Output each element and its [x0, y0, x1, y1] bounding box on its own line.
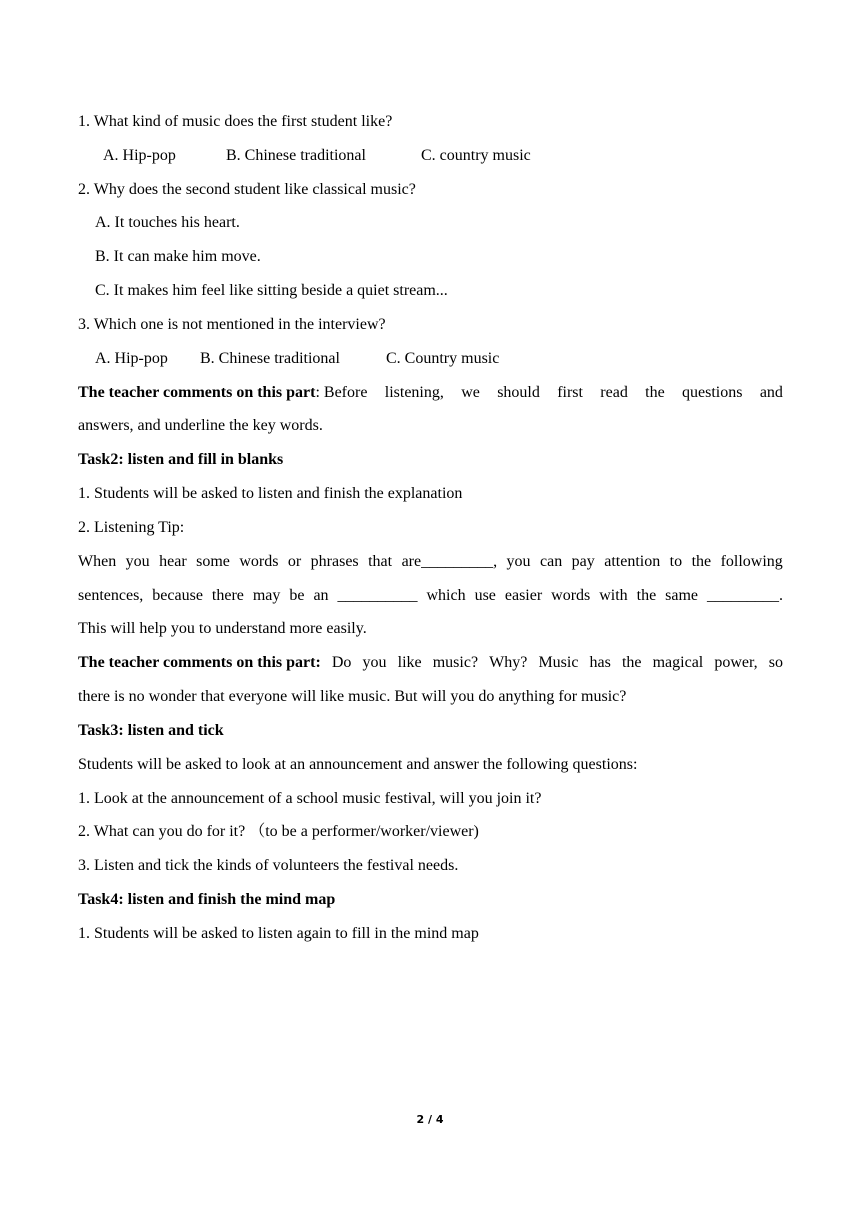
tip-word: pay	[571, 553, 595, 570]
comment-word: music?	[432, 654, 479, 671]
comment-word: Why?	[489, 654, 528, 671]
comment-word: Music	[538, 654, 579, 671]
question-1-option-b: B. Chinese traditional	[226, 147, 366, 164]
tip-word: because	[152, 587, 203, 604]
listening-tip-line-3: This will help you to understand more easily.	[78, 620, 367, 637]
question-2: 2. Why does the second student like classical music?	[78, 181, 416, 198]
comment-word: listening,	[384, 384, 444, 401]
comment-word: first	[557, 384, 583, 401]
question-3-option-a: A. Hip-pop	[95, 350, 168, 367]
comment-word: power,	[714, 654, 758, 671]
teacher-comment-2-line-1	[78, 653, 783, 673]
question-2-option-a: A. It touches his heart.	[95, 214, 240, 231]
comment-word: Do	[331, 654, 352, 671]
tip-word: there	[211, 587, 244, 604]
question-2-option-c: C. It makes him feel like sitting beside a quiet stream...	[95, 282, 448, 299]
listening-tip-line-2	[78, 586, 783, 606]
tip-word: that	[368, 553, 393, 570]
comment-word: the	[645, 384, 665, 401]
tip-word: following	[720, 553, 783, 570]
question-2-option-b: B. It can make him move.	[95, 248, 261, 265]
tip-word: words	[239, 553, 279, 570]
tip-word: words	[551, 587, 591, 604]
teacher-comment-1-line-2: answers, and underline the key words.	[78, 417, 323, 434]
tip-word: be	[289, 587, 305, 604]
comment-word: and	[759, 384, 783, 401]
teacher-comment-1-line-1	[78, 383, 783, 403]
comment-word: : Before	[315, 384, 368, 401]
task4-heading: Task4: listen and finish the mind map	[78, 891, 336, 908]
task3-intro: Students will be asked to look at an announcement and answer the following questions:	[78, 756, 638, 773]
tip-word: When	[78, 553, 117, 570]
tip-word: to	[669, 553, 683, 570]
teacher-comment-2-line-2: there is no wonder that everyone will like music. But will you do anything for music?	[78, 688, 627, 705]
comment-word: has	[589, 654, 611, 671]
tip-word: you	[506, 553, 531, 570]
tip-word: attention	[604, 553, 661, 570]
tip-word: can	[540, 553, 563, 570]
task2-heading: Task2: listen and fill in blanks	[78, 451, 284, 468]
comment-word: questions	[682, 384, 743, 401]
tip-word: or	[287, 553, 302, 570]
tip-word: use	[474, 587, 496, 604]
tip-word: some	[196, 553, 230, 570]
tip-word: an	[313, 587, 329, 604]
comment-word: read	[600, 384, 628, 401]
question-3-option-b: B. Chinese traditional	[200, 350, 340, 367]
task3-heading: Task3: listen and tick	[78, 722, 224, 739]
task2-item-1: 1. Students will be asked to listen and finish the explanation	[78, 485, 463, 502]
teacher-comment-1-label: The teacher comments on this part	[78, 384, 316, 401]
tip-word: same	[665, 587, 699, 604]
listening-tip-line-1	[78, 552, 783, 572]
task3-item-3: 3. Listen and tick the kinds of volunteers the festival needs.	[78, 857, 459, 874]
tip-word: may	[252, 587, 281, 604]
teacher-comment-1-label-group	[78, 383, 367, 403]
task2-item-2: 2. Listening Tip:	[78, 519, 185, 536]
task3-item-1: 1. Look at the announcement of a school music festival, will you join it?	[78, 790, 542, 807]
tip-word: the	[636, 587, 657, 604]
question-1-option-c: C. country music	[421, 147, 531, 164]
task3-item-2: 2. What can you do for it? （to be a performer/worker/viewer)	[78, 823, 479, 840]
question-3-option-c: C. Country music	[386, 350, 500, 367]
comment-word: you	[362, 654, 387, 671]
comment-word: so	[768, 654, 783, 671]
tip-word: you	[125, 553, 150, 570]
tip-word: with	[599, 587, 628, 604]
tip-word: phrases	[310, 553, 359, 570]
tip-word: _________.	[707, 587, 783, 604]
task4-item-1: 1. Students will be asked to listen again to fill in the mind map	[78, 925, 479, 942]
tip-word: which	[426, 587, 466, 604]
comment-word: the	[621, 654, 642, 671]
page-number: 2 / 4	[416, 1113, 444, 1126]
tip-word: easier	[504, 587, 543, 604]
tip-word: __________	[337, 587, 418, 604]
comment-word: should	[497, 384, 540, 401]
teacher-comment-2-label: The teacher comments on this part:	[78, 654, 321, 671]
comment-word: like	[397, 654, 422, 671]
comment-word: we	[461, 384, 480, 401]
question-3: 3. Which one is not mentioned in the interview?	[78, 316, 386, 333]
tip-word: the	[691, 553, 712, 570]
question-1: 1. What kind of music does the first student like?	[78, 113, 393, 130]
tip-word: hear	[159, 553, 187, 570]
tip-word: sentences,	[78, 587, 144, 604]
comment-word: magical	[652, 654, 704, 671]
tip-word: are_________,	[401, 553, 498, 570]
question-1-option-a: A. Hip-pop	[103, 147, 176, 164]
